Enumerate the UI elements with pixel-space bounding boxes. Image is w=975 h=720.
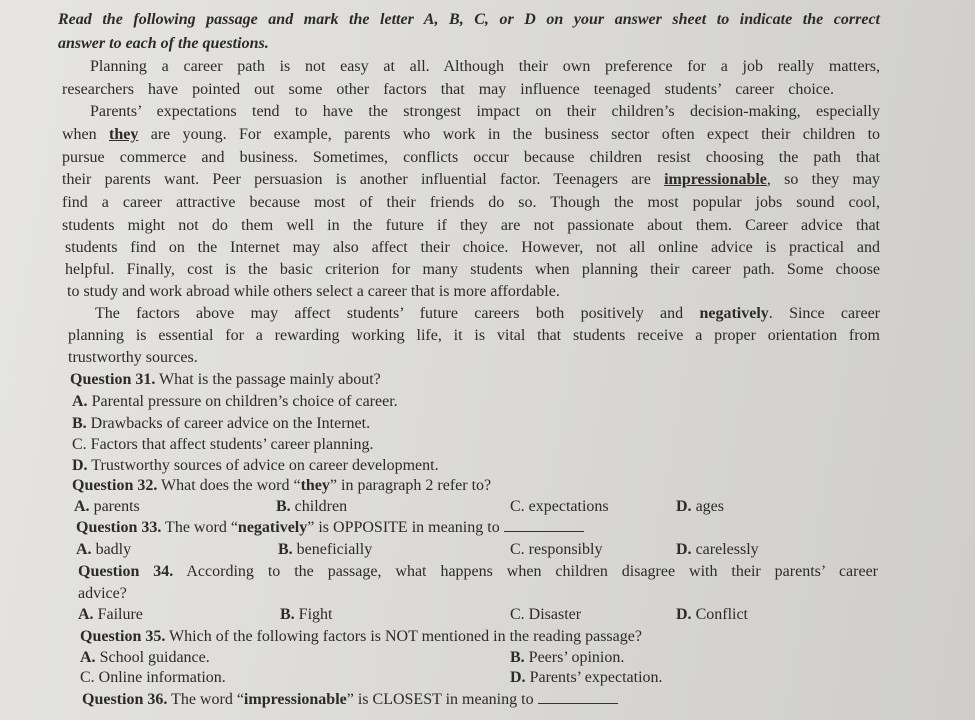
question-32-option-b[interactable] <box>276 497 347 517</box>
question-36-word: impressionable <box>243 691 347 708</box>
question-35-option-c[interactable] <box>80 668 226 688</box>
question-33-option-c[interactable] <box>510 540 602 560</box>
option-letter: D. <box>676 606 692 623</box>
question-35-label: Question 35. <box>80 628 166 645</box>
option-letter: B. <box>278 541 293 558</box>
instructions-line-2: answer to each of the questions. <box>58 35 269 52</box>
question-36-stem <box>82 690 618 710</box>
question-31-option-a[interactable] <box>72 392 398 412</box>
passage-p2-line-4 <box>62 170 880 190</box>
option-letter: C. <box>510 606 525 623</box>
text-run: , so they may <box>766 171 880 188</box>
question-33-option-d[interactable] <box>676 540 759 560</box>
option-letter: A. <box>76 541 92 558</box>
question-33-option-b[interactable] <box>278 540 372 560</box>
option-text: School guidance. <box>95 649 210 666</box>
option-text: Online information. <box>94 669 226 686</box>
option-text: responsibly <box>524 541 603 558</box>
option-text: expectations <box>524 498 609 515</box>
option-text: Conflict <box>691 606 748 623</box>
option-letter: B. <box>280 606 295 623</box>
question-31-option-c[interactable] <box>72 435 374 455</box>
question-33-label: Question 33. <box>76 519 162 536</box>
text-run: ” is OPPOSITE in meaning to <box>307 519 504 536</box>
question-36-label: Question 36. <box>82 691 168 708</box>
option-text: Factors that affect students’ career planning. <box>86 436 374 453</box>
option-text: ages <box>691 498 724 515</box>
option-letter: A. <box>72 393 88 410</box>
question-31-text: What is the passage mainly about? <box>155 371 381 388</box>
passage-p1-line-2: researchers have pointed out some other factors that may influence teenaged students’ career choice. <box>62 81 834 98</box>
text-run: The word “ <box>167 691 244 708</box>
option-letter: A. <box>78 606 94 623</box>
passage-p2-line-9: to study and work abroad while others select a career that is more affordable. <box>67 283 560 300</box>
referenced-word-impressionable: impressionable <box>664 171 767 188</box>
option-text: carelessly <box>691 541 759 558</box>
question-34-option-b[interactable] <box>280 605 332 625</box>
question-34-option-a[interactable] <box>78 605 143 625</box>
option-text: Parents’ expectation. <box>525 669 663 686</box>
question-32-label: Question 32. <box>72 477 158 494</box>
question-32-option-c[interactable] <box>510 497 609 517</box>
text-run: ” is CLOSEST in meaning to <box>346 691 538 708</box>
option-text: Parental pressure on children’s choice of career. <box>87 393 398 410</box>
option-letter: B. <box>276 498 291 515</box>
option-letter: D. <box>72 457 88 474</box>
passage-p2-line-1: Parents’ expectations tend to have the strongest impact on their children’s decision-making, especially <box>90 103 880 120</box>
option-text: parents <box>89 498 140 515</box>
passage-p3-line-1 <box>95 304 880 324</box>
question-35-option-d[interactable] <box>510 668 663 688</box>
option-letter: C. <box>510 498 525 515</box>
option-letter: C. <box>72 436 87 453</box>
passage-p2-line-2 <box>62 125 880 145</box>
option-letter: D. <box>676 498 692 515</box>
option-text: Failure <box>93 606 143 623</box>
question-35-stem <box>80 627 642 647</box>
question-32-option-d[interactable] <box>676 497 724 517</box>
question-34-stem-line-2: advice? <box>78 585 127 602</box>
option-letter: A. <box>80 649 96 666</box>
question-34-label: Question 34. <box>78 563 174 580</box>
referenced-word-negatively: negatively <box>699 305 769 322</box>
option-text: badly <box>91 541 132 558</box>
question-31-stem <box>70 370 381 390</box>
question-32-stem <box>72 476 491 496</box>
text-run: ” in paragraph 2 refer to? <box>329 477 492 494</box>
text-run: What does the word “ <box>157 477 301 494</box>
text-run: when <box>62 126 110 143</box>
text-run: . Since career <box>768 305 880 322</box>
question-34-option-d[interactable] <box>676 605 748 625</box>
question-34-option-c[interactable] <box>510 605 581 625</box>
passage-p2-line-6: students might not do them well in the future if they are not passionate about them. Career advice that <box>62 217 880 234</box>
referenced-word-they: they <box>109 126 139 143</box>
option-text: children <box>290 498 348 515</box>
question-31-option-b[interactable] <box>72 414 370 434</box>
text-run: The word “ <box>161 519 238 536</box>
option-letter: B. <box>510 649 525 666</box>
passage-p1-line-1: Planning a career path is not easy at all. Although their own preference for a job really matters, <box>90 58 880 75</box>
text-run: According to the passage, what happens when children disagree with their parents’ career <box>173 563 879 580</box>
passage-p2-line-8: helpful. Finally, cost is the basic criterion for many students when planning their career path. Some choose <box>65 261 880 278</box>
text-run: their parents want. Peer persuasion is another influential factor. Teenagers are <box>62 171 665 188</box>
option-letter: D. <box>676 541 692 558</box>
option-letter: D. <box>510 669 526 686</box>
text-run: are young. For example, parents who work in the business sector often expect their children to <box>138 126 881 143</box>
passage-p2-line-5: find a career attractive because most of their friends do so. Though the most popular jobs sound cool, <box>62 194 880 211</box>
question-32-option-a[interactable] <box>74 497 140 517</box>
passage-p3-line-3: trustworthy sources. <box>68 349 198 366</box>
option-text: Drawbacks of career advice on the Internet. <box>86 415 371 432</box>
passage-p2-line-7: students find on the Internet may also affect their choice. However, not all online advice is practical and <box>65 239 880 256</box>
question-32-word: they <box>300 477 330 494</box>
question-31-label: Question 31. <box>70 371 156 388</box>
answer-blank <box>538 691 618 704</box>
question-33-option-a[interactable] <box>76 540 131 560</box>
answer-blank <box>504 519 584 532</box>
question-35-option-a[interactable] <box>80 648 210 668</box>
text-run: The factors above may affect students’ future careers both positively and <box>95 305 700 322</box>
passage-p2-line-3: pursue commerce and business. Sometimes, conflicts occur because children resist choosing the path that <box>62 149 880 166</box>
question-31-option-d[interactable] <box>72 456 439 476</box>
option-text: Trustworthy sources of advice on career development. <box>87 457 439 474</box>
option-letter: C. <box>80 669 95 686</box>
text-run: Which of the following factors is NOT mentioned in the reading passage? <box>165 628 642 645</box>
passage-p3-line-2: planning is essential for a rewarding working life, it is vital that students receive a proper orientation from <box>68 327 880 344</box>
instructions-line-1: Read the following passage and mark the letter A, B, C, or D on your answer sheet to indicate the correct <box>58 11 880 28</box>
question-33-word: negatively <box>237 519 308 536</box>
option-text: Disaster <box>524 606 582 623</box>
question-33-stem <box>76 518 584 538</box>
option-letter: B. <box>72 415 87 432</box>
question-34-stem-line-1 <box>78 562 878 582</box>
option-text: Fight <box>294 606 333 623</box>
option-letter: A. <box>74 498 90 515</box>
option-letter: C. <box>510 541 525 558</box>
option-text: beneficially <box>292 541 373 558</box>
question-35-option-b[interactable] <box>510 648 624 668</box>
option-text: Peers’ opinion. <box>524 649 625 666</box>
